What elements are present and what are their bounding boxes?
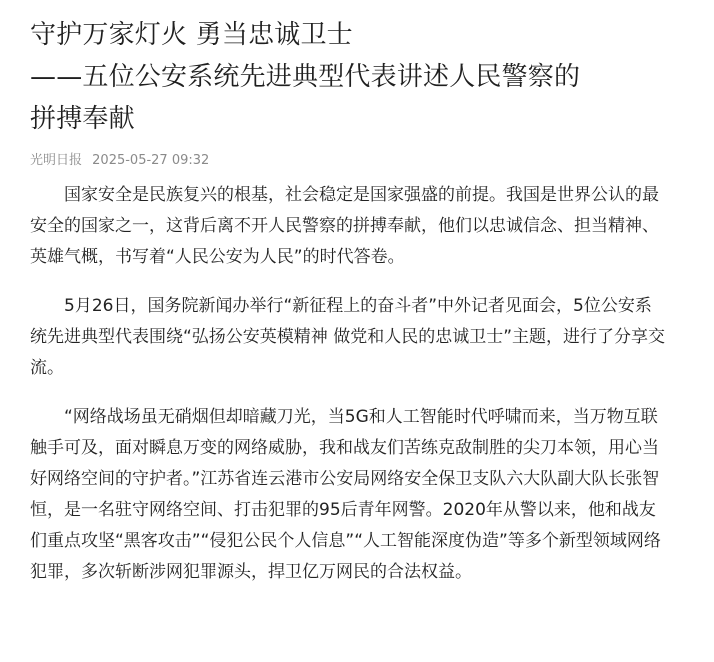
title-line-subtitle: ——五位公安系统先进典型代表讲述人民警察的	[30, 62, 581, 92]
article-paragraph: 5月26日，国务院新闻办举行“新征程上的奋斗者”中外记者见面会，5位公安系统先进典型代表围绕“弘扬公安英模精神 做党和人民的忠诚卫士”主题，进行了分享交流。	[30, 296, 666, 378]
title-line-subtitle-end: 拼搏奉献	[30, 104, 135, 134]
article-paragraph: “网络战场虽无硝烟但却暗藏刀光，当5G和人工智能时代呼啸而来，当万物互联触手可及，面对瞬息万变的网络威胁，我和战友们苦练克敌制胜的尖刀本领，用心当好网络空间的守护者。”江苏省连云港市公安局网络安全保卫支队六大队副大队长张智恒，是一名驻守网络空间、打击犯罪的95后青年网警。2020年从警以来，他和战友们重点攻坚“黑客攻击”“侵犯公民个人信息”“人工智能深度伪造”等多个新型领域网络犯罪，多次斩断涉网犯罪源头，捍卫亿万网民的合法权益。	[30, 407, 661, 582]
article-paragraph: 国家安全是民族复兴的根基，社会稳定是国家强盛的前提。我国是世界公认的最安全的国家之一，这背后离不开人民警察的拼搏奉献，他们以忠诚信念、担当精神、英雄气概，书写着“人民公安为人民”的时代答卷。	[30, 185, 659, 267]
article-datetime: 2025-05-27 09:32	[92, 153, 210, 168]
title-line-main: 守护万家灯火 勇当忠诚卫士	[30, 20, 353, 50]
article-source[interactable]: 光明日报	[30, 153, 83, 168]
article-meta	[30, 152, 668, 170]
article-title	[30, 14, 668, 140]
